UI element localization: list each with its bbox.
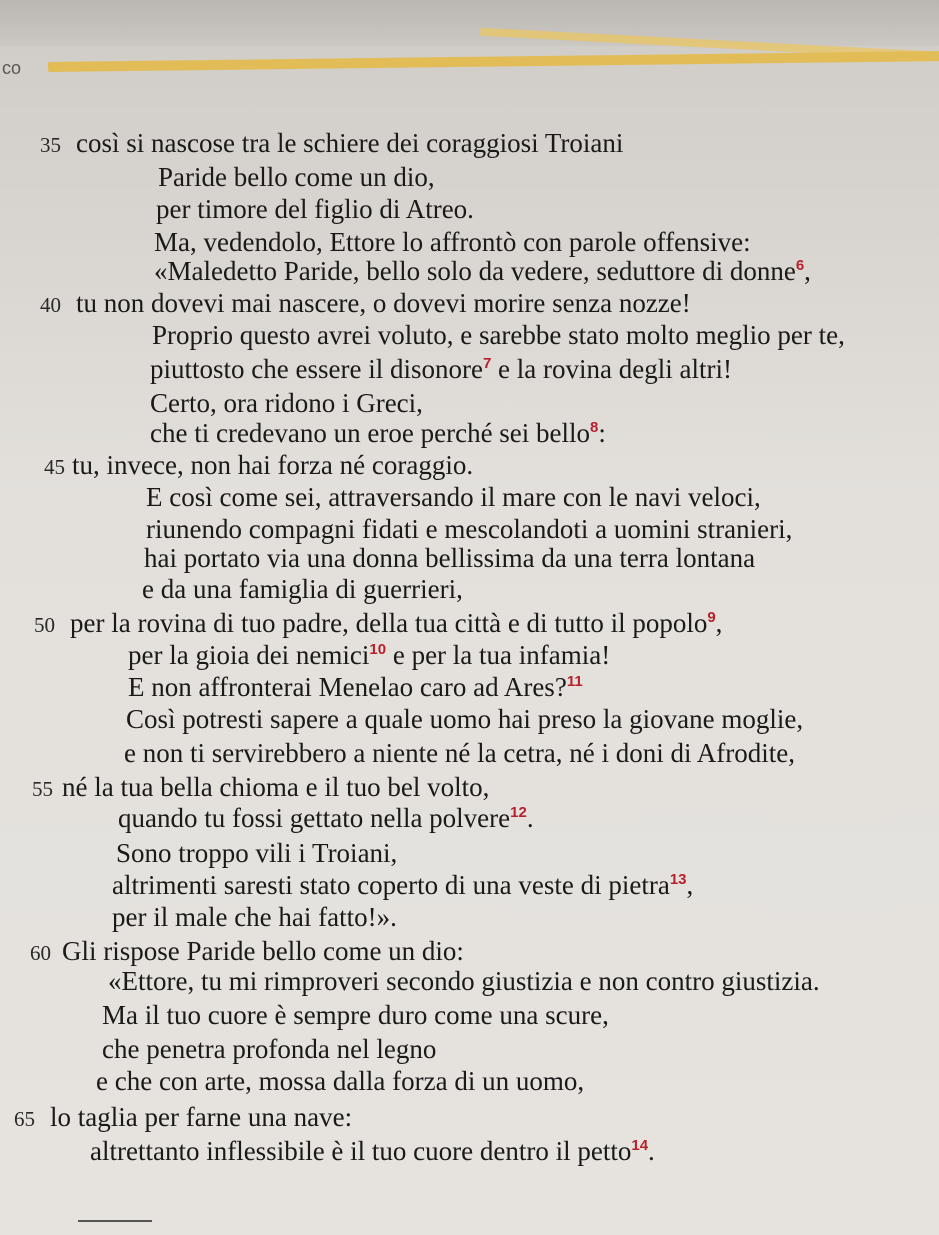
verse-line xyxy=(154,258,811,285)
verse-line xyxy=(62,938,464,965)
verse-line xyxy=(108,968,820,995)
verse-line xyxy=(50,1104,352,1131)
verse-text: tu, invece, non hai forza né coraggio. xyxy=(72,450,474,480)
verse-text-tail: : xyxy=(598,418,606,448)
verse-line xyxy=(150,390,423,417)
verse-line xyxy=(76,290,691,317)
verse-line xyxy=(142,576,463,603)
verse-line xyxy=(112,872,693,899)
verse-line xyxy=(154,229,751,256)
verse-text: Sono troppo vili i Troiani, xyxy=(116,838,398,868)
verse-text: piuttosto che essere il disonore xyxy=(150,354,483,384)
footnote-marker[interactable]: 10 xyxy=(369,641,387,658)
footnote-marker[interactable]: 8 xyxy=(590,419,599,436)
verse-text: «Ettore, tu mi rimproveri secondo giustizia e non contro giustizia. xyxy=(108,966,820,996)
verse-line xyxy=(102,1002,609,1029)
verse-text: così si nascose tra le schiere dei coraggiosi Troiani xyxy=(76,128,624,158)
footnote-marker[interactable]: 9 xyxy=(707,609,716,626)
verse-text: lo taglia per farne una nave: xyxy=(50,1102,353,1132)
verse-line xyxy=(62,774,489,801)
line-number: 55 xyxy=(32,777,53,801)
verse-line xyxy=(146,484,761,511)
footnote-marker[interactable]: 11 xyxy=(566,673,583,690)
verse-text: e non ti servirebbero a niente né la cetra, né i doni di Afrodite, xyxy=(124,738,796,768)
verse-text-tail: , xyxy=(804,256,811,286)
verse-line xyxy=(96,1068,584,1095)
verse-line xyxy=(128,642,610,669)
verse-text: hai portato via una donna bellissima da una terra lontana xyxy=(144,543,756,573)
verse-text: «Maledetto Paride, bello solo da vedere, seduttore di donne xyxy=(154,256,796,286)
verse-line xyxy=(150,420,606,447)
verse-line xyxy=(156,196,474,223)
verse-text: Gli rispose Paride bello come un dio: xyxy=(62,936,464,966)
verse-text-tail: , xyxy=(686,870,694,900)
verse-line xyxy=(70,610,722,637)
verse-text-tail: e per la tua infamia! xyxy=(386,640,611,670)
verse-line xyxy=(72,452,473,479)
verse-text: altrettanto inflessibile è il tuo cuore dentro il petto xyxy=(90,1136,632,1166)
footnote-marker[interactable]: 7 xyxy=(482,355,492,372)
verse-text: Paride bello come un dio, xyxy=(158,162,435,192)
verse-text-tail: . xyxy=(526,803,534,833)
verse-line xyxy=(90,1138,655,1165)
verse-text: per la rovina di tuo padre, della tua città e di tutto il popolo xyxy=(70,608,708,638)
verse-line xyxy=(124,740,795,767)
verse-line xyxy=(76,130,623,157)
verse-text: Così potresti sapere a quale uomo hai preso la giovane moglie, xyxy=(126,704,804,734)
verse-text-tail: e la rovina degli altri! xyxy=(491,354,732,384)
verse-text: quando tu fossi gettato nella polvere xyxy=(118,803,511,833)
verse-text: che penetra profonda nel legno xyxy=(102,1034,437,1064)
verse-text: e da una famiglia di guerrieri, xyxy=(142,574,463,604)
verse-text: E così come sei, attraversando il mare con le navi veloci, xyxy=(146,482,761,512)
verse-text: né la tua bella chioma e il tuo bel volto, xyxy=(62,772,490,802)
line-number: 45 xyxy=(44,455,65,479)
verse-text: Ma il tuo cuore è sempre duro come una scure, xyxy=(102,1000,609,1030)
verse-line xyxy=(146,516,792,543)
verse-line xyxy=(112,904,397,931)
line-number: 50 xyxy=(34,613,55,637)
verse-text-tail: , xyxy=(715,608,723,638)
running-header: co xyxy=(2,58,22,78)
verse-line xyxy=(102,1036,436,1063)
line-number: 65 xyxy=(14,1107,35,1131)
footnote-rule xyxy=(78,1220,152,1222)
verse-line xyxy=(144,545,755,572)
verse-line xyxy=(118,805,534,832)
verse-text: per la gioia dei nemici xyxy=(128,640,370,670)
verse-text: tu non dovevi mai nascere, o dovevi morire senza nozze! xyxy=(76,288,691,318)
verse-line xyxy=(150,356,732,383)
verse-text: per timore del figlio di Atreo. xyxy=(156,194,474,224)
verse-text: che ti credevano un eroe perché sei bello xyxy=(150,418,591,448)
verse-line xyxy=(128,674,583,701)
verse-text: e che con arte, mossa dalla forza di un uomo, xyxy=(96,1066,585,1096)
footnote-marker[interactable]: 6 xyxy=(795,257,805,274)
verse-line xyxy=(158,164,435,191)
verse-line xyxy=(126,706,803,733)
verse-text: Ma, vedendolo, Ettore lo affrontò con parole offensive: xyxy=(154,227,751,257)
verse-text: Certo, ora ridono i Greci, xyxy=(150,388,423,418)
line-number: 60 xyxy=(30,941,51,965)
footnote-marker[interactable]: 12 xyxy=(510,804,527,821)
footnote-marker[interactable]: 13 xyxy=(669,871,687,888)
verse-text: altrimenti saresti stato coperto di una veste di pietra xyxy=(112,870,670,900)
footnote-marker[interactable]: 14 xyxy=(631,1137,649,1154)
verse-text: Proprio questo avrei voluto, e sarebbe stato molto meglio per te, xyxy=(152,320,845,350)
line-number: 35 xyxy=(40,133,61,157)
verse-line xyxy=(152,322,845,349)
verse-line xyxy=(116,840,397,867)
verse-text-tail: . xyxy=(648,1136,655,1166)
verse-text: E non affronterai Menelao caro ad Ares? xyxy=(128,672,567,702)
line-number: 40 xyxy=(40,293,61,317)
verse-text: per il male che hai fatto!». xyxy=(112,902,397,932)
verse-text: riunendo compagni fidati e mescolandoti a uomini stranieri, xyxy=(146,514,793,544)
